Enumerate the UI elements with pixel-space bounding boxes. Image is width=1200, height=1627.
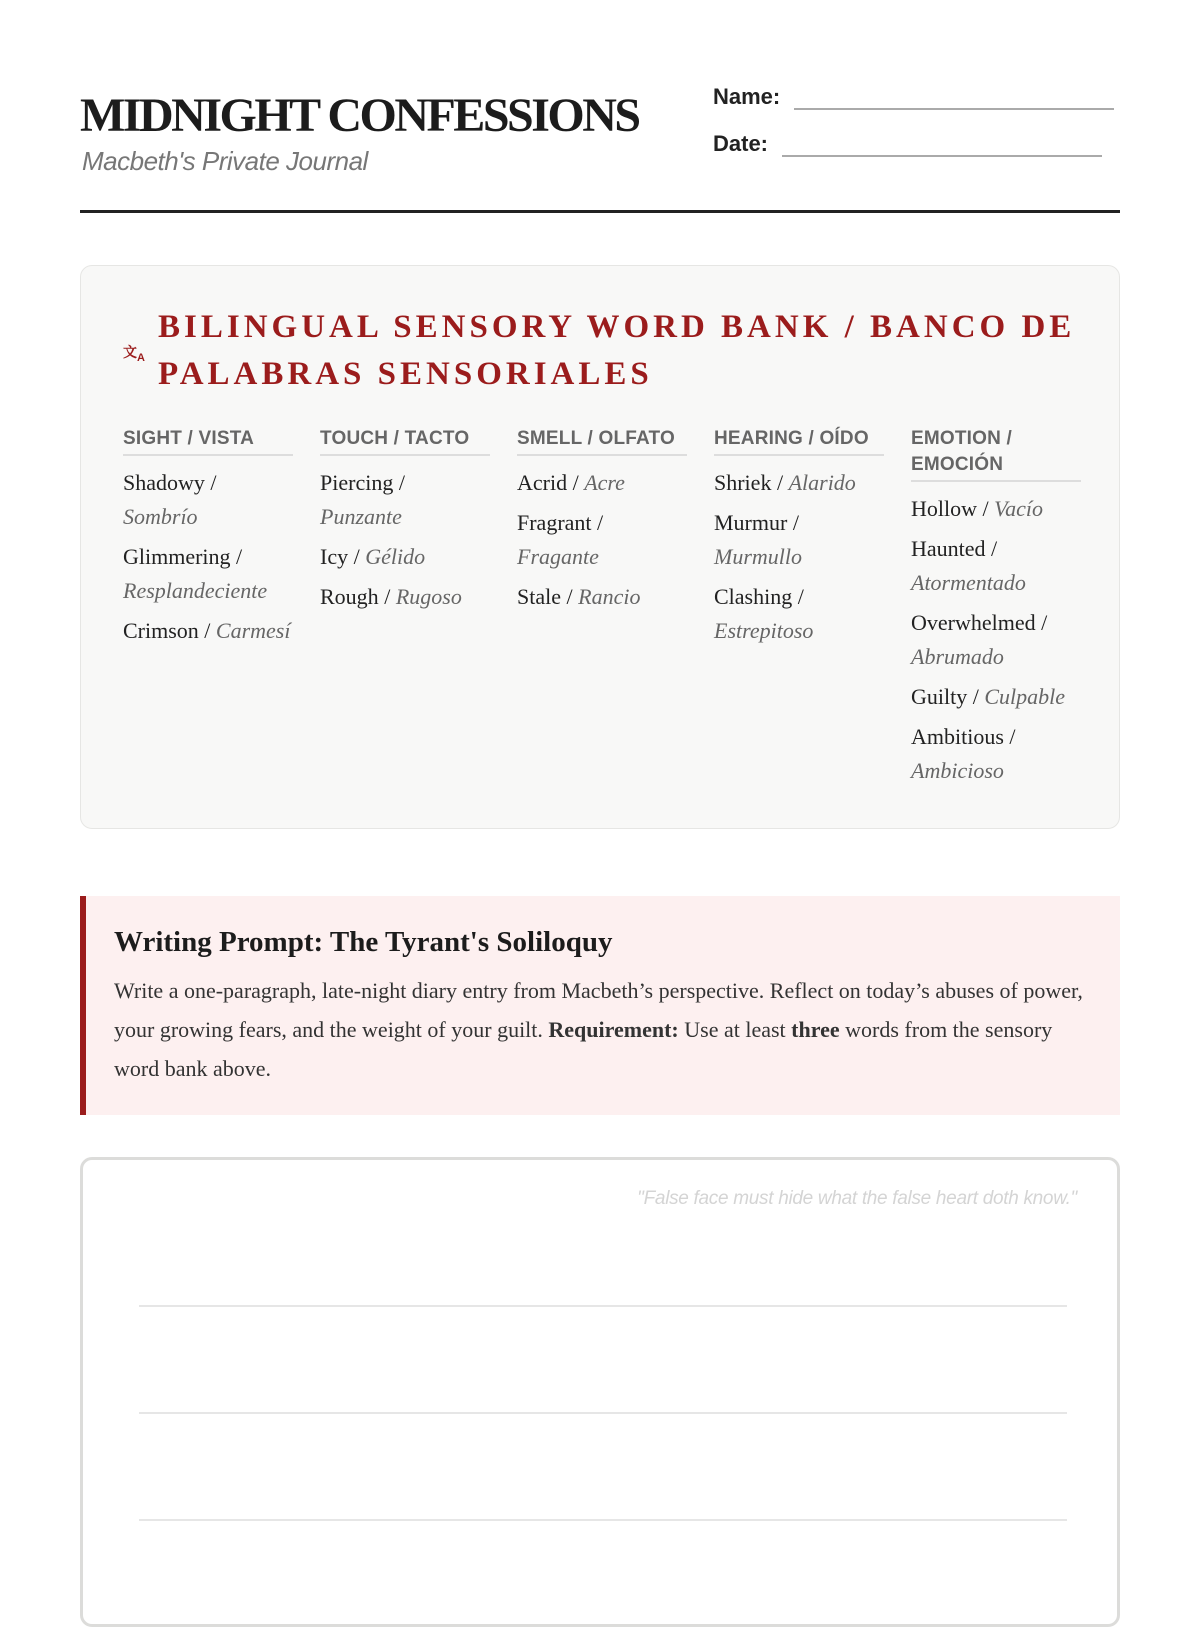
- column-heading: TOUCH / TACTO: [320, 426, 490, 456]
- word-entry: Haunted / Atormentado: [911, 536, 1026, 595]
- prompt-text-part: Use at least: [678, 1017, 792, 1042]
- word-entry: Acrid / Acre: [517, 470, 625, 495]
- quote-watermark: "False face must hide what the false heart doth know.": [637, 1188, 1077, 1209]
- word-entry: Stale / Rancio: [517, 584, 641, 609]
- word-spanish: Rancio: [578, 584, 641, 609]
- word-spanish: Resplandeciente: [123, 578, 268, 603]
- word-entry: Hollow / Vacío: [911, 496, 1044, 521]
- word-spanish: Vacío: [994, 496, 1044, 521]
- date-input-line[interactable]: [782, 135, 1102, 157]
- name-label: Name:: [713, 84, 781, 109]
- word-english: Shriek: [714, 470, 772, 495]
- writing-line: [139, 1305, 1067, 1307]
- word-entry: Overwhelmed / Abrumado: [911, 610, 1048, 669]
- column-heading: EMOTION / EMOCIÓN: [911, 426, 1081, 482]
- page-subtitle: Macbeth's Private Journal: [82, 146, 368, 176]
- prompt-text-part: words from the sensory word bank above.: [114, 1017, 1053, 1081]
- word-bank-card: [80, 265, 1120, 829]
- word-english: Overwhelmed: [911, 610, 1036, 635]
- word-spanish: Carmesí: [215, 618, 291, 643]
- writing-line: [139, 1412, 1067, 1414]
- word-entry: Crimson / Carmesí: [123, 618, 291, 643]
- word-column: [123, 426, 293, 794]
- word-english: Clashing: [714, 584, 793, 609]
- writing-line: [139, 1519, 1067, 1521]
- word-english: Acrid: [517, 470, 568, 495]
- word-spanish: Murmullo: [714, 544, 802, 569]
- requirement-label: Requirement:: [548, 1017, 679, 1042]
- word-entry: Guilty / Culpable: [911, 684, 1066, 709]
- writing-prompt: [80, 896, 1120, 1115]
- word-spanish: Gélido: [365, 544, 426, 569]
- requirement-count: three: [791, 1017, 840, 1042]
- word-english: Fragrant: [517, 510, 592, 535]
- writing-area[interactable]: [80, 1157, 1120, 1627]
- word-entry: Piercing / Punzante: [320, 470, 405, 529]
- date-field: [713, 131, 1102, 157]
- word-spanish: Punzante: [320, 504, 402, 529]
- word-entry: Glimmering / Resplandeciente: [123, 544, 268, 603]
- word-entry: Shriek / Alarido: [714, 470, 856, 495]
- word-english: Guilty: [911, 684, 968, 709]
- word-spanish: Sombrío: [123, 504, 198, 529]
- date-label: Date:: [713, 131, 769, 156]
- word-bank-title: BILINGUAL SENSORY WORD BANK / BANCO DE PALABRAS SENSORIALES: [158, 309, 1076, 392]
- word-column: [911, 426, 1081, 794]
- word-spanish: Ambicioso: [911, 758, 1004, 783]
- column-heading: SIGHT / VISTA: [123, 426, 293, 456]
- name-input-line[interactable]: [794, 88, 1114, 110]
- column-heading: SMELL / OLFATO: [517, 426, 687, 456]
- column-heading: HEARING / OÍDO: [714, 426, 884, 456]
- word-entry: Icy / Gélido: [320, 544, 426, 569]
- word-english: Crimson: [123, 618, 199, 643]
- word-entry: Fragrant / Fragante: [517, 510, 604, 569]
- word-english: Stale: [517, 584, 561, 609]
- word-spanish: Acre: [584, 470, 625, 495]
- word-english: Glimmering: [123, 544, 231, 569]
- prompt-title: Writing Prompt: The Tyrant's Soliloquy: [114, 926, 613, 958]
- word-english: Rough: [320, 584, 379, 609]
- word-english: Haunted: [911, 536, 986, 561]
- prompt-text: [114, 971, 1090, 1088]
- word-entry: Murmur / Murmullo: [714, 510, 802, 569]
- word-english: Shadowy: [123, 470, 205, 495]
- word-spanish: Alarido: [788, 470, 856, 495]
- word-column: [517, 426, 687, 794]
- word-english: Icy: [320, 544, 349, 569]
- word-english: Murmur: [714, 510, 788, 535]
- word-english: Hollow: [911, 496, 977, 521]
- word-bank-columns: [123, 426, 1081, 794]
- word-entry: Rough / Rugoso: [320, 584, 462, 609]
- word-spanish: Fragante: [517, 544, 599, 569]
- word-entry: Clashing / Estrepitoso: [714, 584, 814, 643]
- page-title: MIDNIGHT CONFESSIONS: [80, 89, 639, 142]
- word-spanish: Abrumado: [911, 644, 1004, 669]
- translate-icon: 文$_A$: [123, 344, 145, 364]
- header: [80, 80, 1120, 213]
- word-spanish: Culpable: [984, 684, 1066, 709]
- prompt-text-part: Write a one-paragraph, late-night diary entry from Macbeth’s perspective. Reflect on today’s abuses of power, your growing fears, and the weight of your guilt.: [114, 978, 1083, 1042]
- word-entry: Ambitious / Ambicioso: [911, 724, 1016, 783]
- word-english: Piercing: [320, 470, 394, 495]
- word-english: Ambitious: [911, 724, 1004, 749]
- name-field: [713, 84, 1114, 110]
- word-entry: Shadowy / Sombrío: [123, 470, 217, 529]
- word-column: [714, 426, 884, 794]
- word-spanish: Atormentado: [911, 570, 1026, 595]
- word-column: [320, 426, 490, 794]
- word-spanish: Estrepitoso: [714, 618, 814, 643]
- word-spanish: Rugoso: [395, 584, 462, 609]
